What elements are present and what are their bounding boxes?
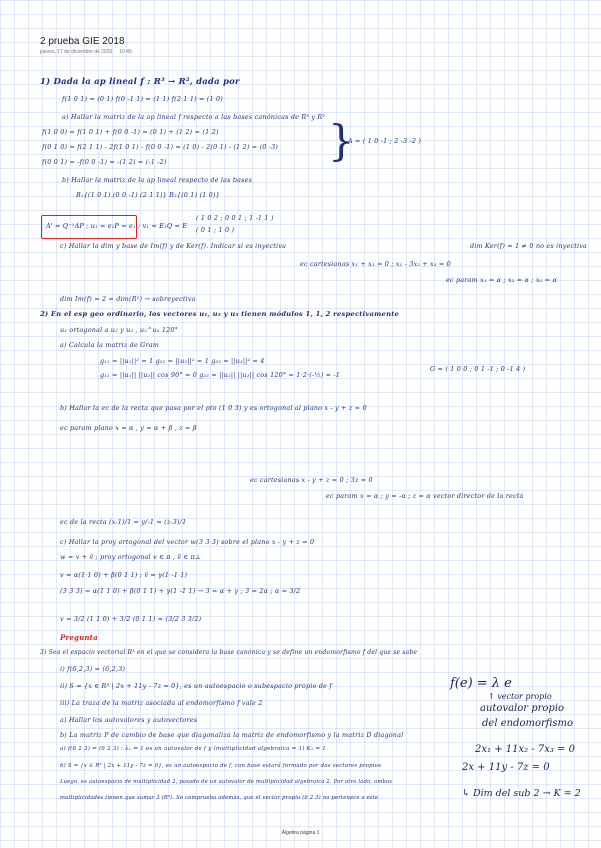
handwritten-line: ec param plano x = α , y = α + β , z = β (60, 424, 197, 432)
handwritten-line: ec de la recta (x-1)/1 = y/-1 = (z-3)/1 (60, 518, 187, 526)
page-header (40, 36, 132, 55)
side-note: del endomorfismo (482, 718, 574, 729)
side-note: 2x₁ + 11x₂ - 7x₃ = 0 (475, 744, 575, 755)
page-footer: Álgebra página 1 (281, 830, 320, 836)
handwritten-line: b) La matriz P de cambio de base que diagonaliza la matriz de endomorfismo y la matriz D diagonal (60, 731, 404, 739)
side-note: ↑ vector propio (488, 692, 552, 701)
handwritten-line: g₁₂ = ||u₁|| ||u₂|| cos 90° = 0 g₂₃ = ||u₂|| ||u₃|| cos 120° = 1·2·(-½) = -1 (100, 371, 341, 379)
handwritten-line: ec param x = α ; y = -α ; z = α vector director de la recta (326, 492, 524, 500)
handwritten-line: a) Hallar la matriz de la ap lineal f respecto a las bases canónicas de R³ y R² (62, 113, 326, 121)
handwritten-line: ec param x₁ = α ; x₂ = α ; x₃ = α (446, 276, 557, 284)
handwritten-line: dim Ker(f) = 1 ≠ 0 no es inyectiva (470, 242, 588, 250)
handwritten-line: a) Calcula la matriz de Gram (60, 341, 160, 349)
handwritten-line: v = 3/2 (1 1 0) + 3/2 (0 1 1) = (3/2 3 3/2) (60, 615, 202, 623)
matrix-a: A = ( 1 0 -1 ; 2 -3 -2 ) (348, 137, 422, 145)
question-label: Pregunta (60, 633, 98, 642)
handwritten-line: multiplicidades tienen que sumar 3 (R³). Se comprueba además, que el vector propio (6 2 3) no pertenece a este (60, 795, 379, 801)
handwritten-line: f(1 0 1) = (0 1) f(0 -1 1) = (1 1) f(2 1 1) = (1 0) (62, 95, 223, 103)
handwritten-line: 2) En el esp geo ordinario, los vectores u₁, u₂ y u₃ tienen módulos 1, 1, 2 respectivamente (40, 310, 400, 318)
handwritten-line: A' = Q⁻¹AP ; u₁ = e₁P = e₁ ; v₁ = E₁Q = E (46, 222, 188, 230)
handwritten-line: b) Hallar la ec de la recta que pasa por el pto (1 0 3) y es ortogonal al plano x - y + z = 0 (60, 404, 367, 412)
side-note: f(e) = λ e (450, 676, 512, 691)
handwritten-line: ii) S = {x ∈ R³ | 2x + 11y - 7z = 0}, es un autoespacio o subespacio propio de f (60, 682, 332, 690)
handwritten-line: (3 3 3) = α(1 1 0) + β(0 1 1) + γ(1 -1 1) → 3 = α + γ ; 3 = 2α ; α = 3/2 (60, 587, 301, 595)
handwritten-line: v = α(1 1 0) + β(0 1 1) ; v̄ = γ(1 -1 1) (60, 571, 188, 579)
handwritten-line: c) Hallar la proy ortogonal del vector w(3 3 3) sobre el plano x - y + z = 0 (60, 538, 315, 546)
date-text: jueves, 17 de diciembre de 2020 (40, 49, 113, 55)
handwritten-line: 1) Dada la ap lineal f : R³ → R², dada por (40, 77, 240, 87)
side-note: 2x + 11y - 7z = 0 (462, 762, 550, 773)
page-title: 2 prueba GIE 2018 (40, 36, 125, 47)
side-note: ↳ Dim del sub 2 → K = 2 (462, 788, 581, 799)
handwritten-line: b) Hallar la matriz de la ap lineal respecto de las bases (62, 176, 253, 184)
handwritten-line: b) S = {x ∈ R³ | 2x + 11y - 7z = 0}, es un autoespacio de f, con base estará formado por dos vectores propios (60, 763, 382, 769)
handwritten-line: c) Hallar la dim y base de Im(f) y de Ker(f). Indicar si es inyectiva (60, 242, 287, 250)
handwritten-line: Luego, es autoespacio de multiplicidad 2, pasado de un autovalor de multiplicidad algebraica 2. Por otro lado, ambos (60, 779, 393, 785)
side-note: autovalor propio (480, 703, 565, 714)
matrix-p: ( 1 0 2 ; 0 0 1 ; 1 -1 1 ) (196, 214, 274, 222)
handwritten-line: ec cartesianas x - y + z = 0 ; 3z = 0 (250, 476, 373, 484)
handwritten-line: a) Hallar los autovalores y autovectores (60, 716, 198, 724)
handwritten-line: a) f(6 2 3) = (6 2 3) : λ₁ = 1 es un autovalor de f y (multiplicidad algebraica = 1) K₁ = 1 (60, 746, 326, 752)
time-text: 10:45 (119, 49, 132, 55)
handwritten-line: B₁{(1 0 1) (0 0 -1) (2 1 1)} B₂{(0 1) (1 0)} (76, 191, 220, 199)
handwritten-line: g₁₁ = ||u₁||² = 1 g₂₂ = ||u₂||² = 1 g₃₃ = ||u₃||² = 4 (100, 357, 265, 365)
handwritten-line: 3) Sea el espacio vectorial R³ en el que se considera la base canónica y se define un endomorfismo f del que se sabe (40, 649, 418, 656)
brace: } (328, 116, 355, 165)
handwritten-line: i) f(6,2,3) = (6,2,3) (60, 665, 126, 673)
handwritten-line: dim Im(f) = 2 = dim(R²) → sobreyectiva (60, 295, 196, 303)
handwritten-line: f(1 0 0) = f(1 0 1) + f(0 0 -1) = (0 1) + (1 2) = (1 2) (42, 128, 219, 136)
handwritten-line: u₁ ortogonal a u₂ y u₃ , u₂^u₃ 120° (60, 326, 179, 334)
matrix-g: G = ( 1 0 0 ; 0 1 -1 ; 0 -1 4 ) (430, 365, 526, 373)
handwritten-line: w = v + v̄ ; proy ortogonal v ∈ π , v̄ ∈ π⊥ (60, 553, 202, 561)
handwritten-line: ec cartesianas x₁ + x₂ = 0 ; x₁ - 3x₂ + x₃ = 0 (300, 260, 451, 268)
handwritten-line: iii) La traza de la matriz asociada al endomorfismo f vale 2 (60, 699, 263, 707)
handwritten-line: f(0 1 0) = f(2 1 1) - 2f(1 0 1) - f(0 0 -1) = (1 0) - 2(0 1) - (1 2) = (0 -3) (42, 143, 279, 151)
handwritten-line: f(0 0 1) = -f(0 0 -1) = -(1 2) = (-1 -2) (42, 158, 167, 166)
page-date (40, 49, 132, 55)
matrix-q: ( 0 1 ; 1 0 ) (196, 226, 235, 234)
